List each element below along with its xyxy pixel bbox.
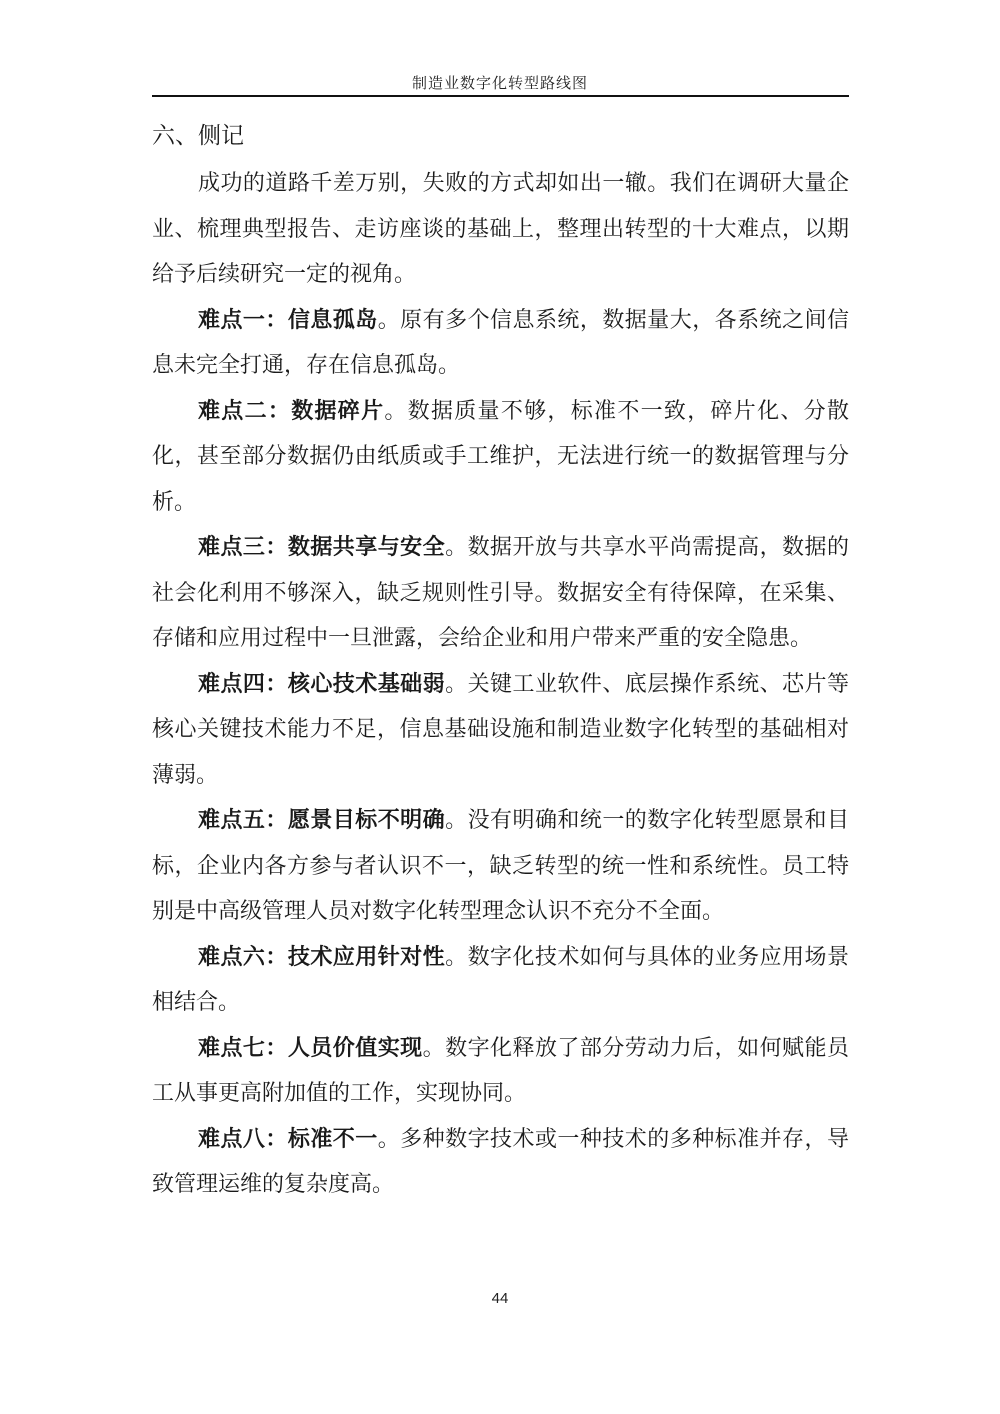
- difficulty-label: 难点七：: [198, 1035, 288, 1061]
- difficulty-text: 。没有明确和统一的数字化转型愿景和目标，企业内各方参与者认识不一，缺乏转型的统一性和系统性。员工特别是中高级管理人员对数字化转型理念认识不充分不全面。: [152, 808, 849, 924]
- page-body: [152, 112, 849, 1208]
- difficulty-text: 。数字化技术如何与具体的业务应用场景相结合。: [152, 944, 849, 1015]
- difficulty-label: 难点一：: [198, 307, 288, 333]
- difficulty-paragraph-2: [152, 389, 849, 526]
- difficulty-paragraph-4: [152, 662, 849, 799]
- difficulty-paragraph-5: [152, 798, 849, 935]
- difficulty-title: 数据共享与安全: [287, 535, 446, 560]
- difficulty-label: 难点五：: [198, 808, 288, 833]
- difficulty-text: 。关键工业软件、底层操作系统、芯片等核心关键技术能力不足，信息基础设施和制造业数字化转型的基础相对薄弱。: [152, 671, 849, 788]
- difficulty-title: 愿景目标不明确: [287, 808, 446, 833]
- difficulty-title: 数据碎片: [291, 398, 385, 424]
- difficulty-title: 标准不一: [287, 1126, 378, 1152]
- difficulty-text: 。原有多个信息系统，数据量大，各系统之间信息未完全打通，存在信息孤岛。: [152, 307, 849, 378]
- difficulty-title: 信息孤岛: [287, 307, 378, 333]
- running-header-title: 制造业数字化转型路线图: [411, 74, 588, 92]
- difficulty-paragraph-8: [152, 1117, 849, 1208]
- difficulty-text: 。多种数字技术或一种技术的多种标准并存，导致管理运维的复杂度高。: [152, 1126, 849, 1197]
- difficulty-label: 难点三：: [198, 535, 288, 560]
- section-heading: 六、侧记: [152, 123, 244, 149]
- difficulty-label: 难点二：: [198, 398, 292, 424]
- intro-paragraph: 成功的道路千差万别，失败的方式却如出一辙。我们在调研大量企业、梳理典型报告、走访座谈的基础上，整理出转型的十大难点，以期给予后续研究一定的视角。: [152, 171, 849, 287]
- difficulty-text: 。数字化释放了部分劳动力后，如何赋能员工从事更高附加值的工作，实现协同。: [152, 1035, 849, 1106]
- difficulty-label: 难点六：: [198, 944, 288, 970]
- difficulty-paragraph-6: [152, 935, 849, 1026]
- difficulty-title: 核心技术基础弱: [287, 671, 446, 697]
- difficulty-paragraph-3: [152, 525, 849, 662]
- difficulty-paragraph-7: [152, 1026, 849, 1117]
- header-divider: [152, 95, 849, 97]
- difficulty-label: 难点四：: [198, 671, 288, 697]
- difficulty-label: 难点八：: [198, 1126, 288, 1152]
- page-number: 44: [491, 1290, 509, 1307]
- difficulty-paragraph-1: [152, 298, 849, 389]
- difficulty-text: 。数据开放与共享水平尚需提高，数据的社会化利用不够深入，缺乏规则性引导。数据安全有待保障，在采集、存储和应用过程中一旦泄露，会给企业和用户带来严重的安全隐患。: [152, 535, 849, 651]
- difficulty-title: 技术应用针对性: [287, 944, 446, 970]
- difficulty-text: 。数据质量不够，标准不一致，碎片化、分散化，甚至部分数据仍由纸质或手工维护，无法进行统一的数据管理与分析。: [152, 398, 849, 515]
- difficulty-title: 人员价值实现: [287, 1035, 423, 1061]
